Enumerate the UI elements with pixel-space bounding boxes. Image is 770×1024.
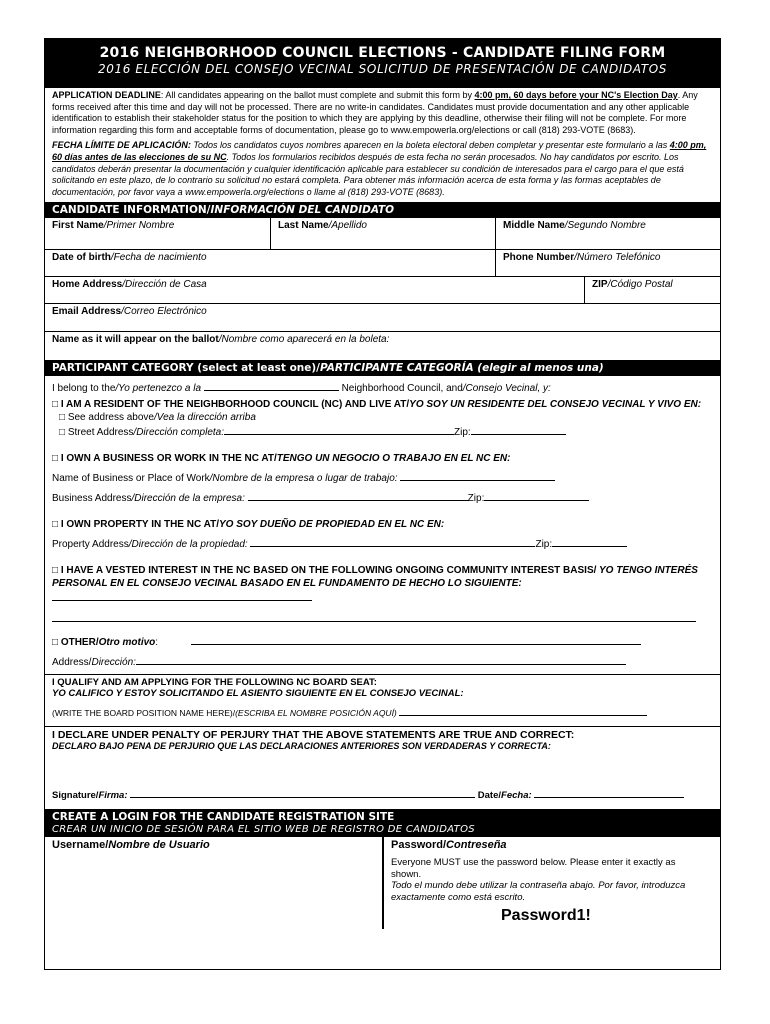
home-address-field[interactable]: Home Address/Dirección de Casa [52,279,207,291]
resident-option[interactable]: □ I AM A RESIDENT OF THE NEIGHBORHOOD COUNCIL (NC) AND LIVE AT/YO SOY UN RESIDENTE DEL CONSEJO VECINAL Y VIVO EN: [52,399,702,411]
participant-section [45,376,720,675]
username-field[interactable]: Username/Nombre de Usuario [45,837,383,929]
board-seat-label-spanish: YO CALIFICO Y ESTOY SOLICITANDO EL ASIENTO SIGUIENTE EN EL CONSEJO VECINAL: [52,688,464,700]
candidate-info-header: CANDIDATE INFORMATION/INFORMACIÓN DEL CANDIDATO [45,202,720,218]
address-row [45,277,720,304]
password-note: Everyone MUST use the password below. Please enter it exactly as shown. [391,857,676,880]
property-address-line: Property Address/Dirección de la propiedad: Zip: [45,536,720,551]
property-zip-input[interactable] [552,536,627,547]
login-section [45,837,720,929]
middle-name-field[interactable]: Middle Name/Segundo Nombre [495,218,720,249]
street-zip-line[interactable] [471,424,566,435]
password-note-spanish: Todo el mundo debe utilizar la contraseña abajo. Por favor, introduzca exactamente como está escrito. [391,880,686,903]
other-option[interactable]: □ OTHER/Otro motivo: [45,634,720,649]
first-name-field[interactable]: First Name/Primer Nombre [52,220,175,232]
nc-name-line[interactable] [204,380,339,391]
board-position-input[interactable] [399,707,647,716]
password-value: Password1! [501,907,591,925]
other-reason-line[interactable] [191,634,641,645]
business-option[interactable]: □ I OWN A BUSINESS OR WORK IN THE NC AT/TENGO UN NEGOCIO O TRABAJO EN EL NC EN: [52,453,511,465]
declaration-section [45,727,720,809]
other-address-line: Address/Dirección: [45,654,720,669]
candidate-filing-form [44,38,721,970]
signature-line: Signature/Firma: Date/Fecha: [45,787,720,802]
board-seat-section [45,675,720,727]
dob-field[interactable]: Date of birth/Fecha de nacimiento [52,252,207,264]
business-address-line: Business Address/Dirección de la empresa: Zip: [45,490,720,505]
participant-category-header: PARTICIPANT CATEGORY (select at least one)/PARTICIPANTE CATEGORÍA (elegir al menos una) [45,360,720,376]
board-seat-label: I QUALIFY AND AM APPLYING FOR THE FOLLOWING NC BOARD SEAT: [52,677,377,689]
last-name-field[interactable]: Last Name/Apellido [270,218,495,249]
business-name-input[interactable] [400,470,555,481]
vested-interest-line-2[interactable] [52,611,696,622]
form-title: 2016 NEIGHBORHOOD COUNCIL ELECTIONS - CANDIDATE FILING FORM [99,45,666,61]
vested-extra-line [45,611,720,626]
ballot-name-row [45,332,720,360]
board-position-line: (WRITE THE BOARD POSITION NAME HERE)/(ESCRIBA EL NOMBRE POSICIÓN AQUÍ) [45,707,720,720]
password-field[interactable]: Password/Contreseña Everyone MUST use the password below. Please enter it exactly as shown. Todo el mundo debe utilizar la contraseña abajo. Por favor, introduzca exactamente como está escrito. Password1! [383,837,720,929]
login-header: CREATE A LOGIN FOR THE CANDIDATE REGISTRATION SITE CREAR UN INICIO DE SESIÓN PARA EL SITIO WEB DE REGISTRO DE CANDIDATOS [45,809,720,837]
deadline-english: APPLICATION DEADLINE: All candidates appearing on the ballot must complete and submit this form by 4:00 pm, 60 days before your NC's Election Day. Any forms received after this time and day will not be processed. There are no write-in candidates. Candidates must provide documentation and any other applicable identification to establish their stakeholder status for the position to which they are applying by this deadline, otherwise their filing will not be complete. For more information regarding this form and acceptable forms of documentation, please go to www.empowerla.org/elections or call (818) 293-VOTE (8683). [52,90,698,135]
belong-line: I belong to the/Yo pertenezco a la Neighborhood Council, and/Consejo Vecinal, y: [45,380,720,395]
ballot-name-field[interactable]: Name as it will appear on the ballot/Nombre como aparecerá en la boleta: [52,334,390,346]
phone-field[interactable]: Phone Number/Número Telefónico [495,250,720,276]
street-address-line[interactable] [224,424,454,435]
property-address-input[interactable] [250,536,535,547]
business-address-input[interactable] [248,490,468,501]
email-row [45,304,720,332]
business-zip-input[interactable] [484,490,589,501]
instructions [45,88,720,198]
other-address-input[interactable] [136,654,626,665]
deadline-spanish: FECHA LÍMITE DE APLICACIÓN: Todos los candidatos cuyos nombres aparecen en la boleta electoral deben completar y presentar este formulario a las 4:00 pm, 60 días antes de las elecciones de su NC. Todos los formularios recibidos después de esta fecha no serán procesados. No hay candidatos por escrito. Los candidatos deberán presentar la documentación y cualquier identificación aplicable para establecer su condición de interesados para el cargo para el que está solicitando en este plazo, de lo contrario su solicitud no estará completa. Para obtener más información acerca de esta forma y las formas aceptables de documentación, por favor vaya a www.empowerla.org/elections o llame al (818) 293-VOTE (8683). [52,140,707,197]
signature-input[interactable] [130,787,475,798]
declaration-label: I DECLARE UNDER PENALTY OF PERJURY THAT THE ABOVE STATEMENTS ARE TRUE AND CORRECT: [52,729,575,742]
street-address-option[interactable]: □ Street Address/Dirección completa: Zip: [45,424,720,439]
see-above-option[interactable]: □ See address above/Vea la dirección arriba [59,412,256,424]
name-row [45,218,720,250]
email-field[interactable]: Email Address/Correo Electrónico [52,306,207,318]
form-title-spanish: 2016 ELECCIÓN DEL CONSEJO VECINAL SOLICITUD DE PRESENTACIÓN DE CANDIDATOS [98,62,667,76]
title-bar [45,39,720,88]
business-name-line: Name of Business or Place of Work/Nombre de la empresa o lugar de trabajo: [45,470,720,485]
dob-phone-row [45,250,720,277]
property-option[interactable]: □ I OWN PROPERTY IN THE NC AT/YO SOY DUEÑO DE PROPIEDAD EN EL NC EN: [52,519,445,531]
date-input[interactable] [534,787,684,798]
vested-interest-line[interactable] [52,590,312,601]
vested-interest-option[interactable]: □ I HAVE A VESTED INTEREST IN THE NC BASED ON THE FOLLOWING ONGOING COMMUNITY INTEREST BASIS/ YO TENGO INTERÉS PERSONAL EN EL CONSEJO VECINAL BASADO EN EL FUNDAMENTO DE HECHO LO SIGUIENTE: [45,564,720,605]
declaration-label-spanish: DECLARO BAJO PENA DE PERJURIO QUE LAS DECLARACIONES ANTERIORES SON VERDADERAS Y CORRECTA: [52,741,551,752]
zip-field[interactable]: ZIP/Código Postal [584,277,720,303]
